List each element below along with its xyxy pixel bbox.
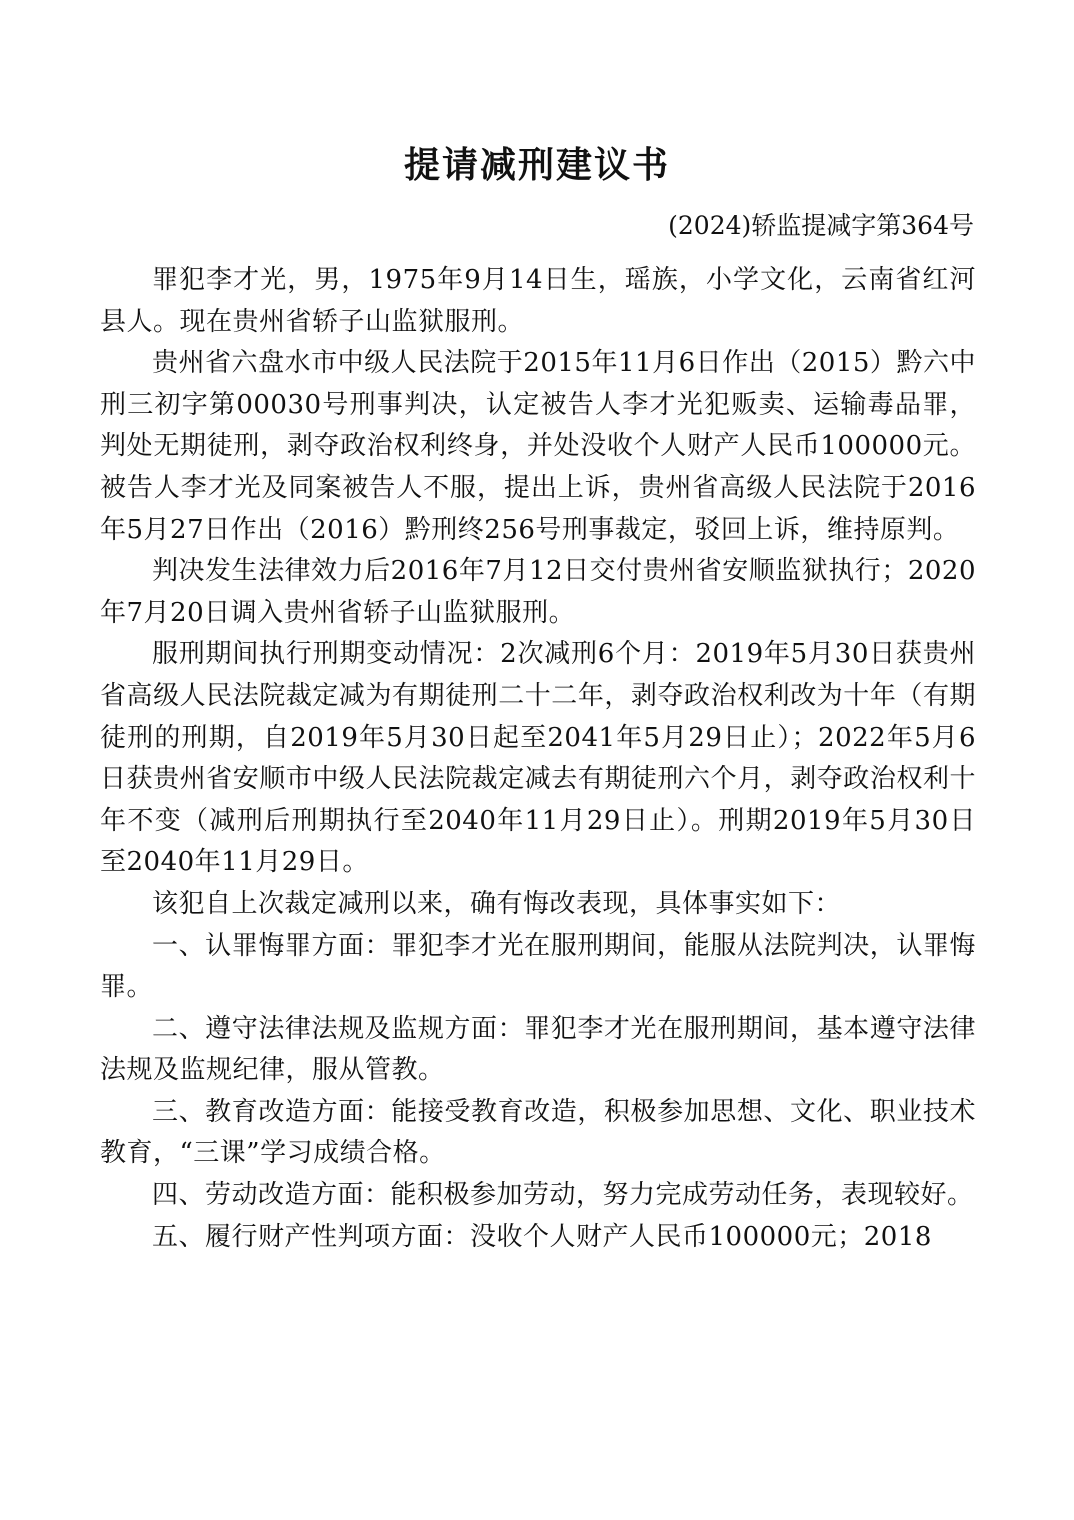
paragraph-original-judgment: 贵州省六盘水市中级人民法院于2015年11月6日作出（2015）黔六中刑三初字第00030号刑事判决，认定被告人李才光犯贩卖、运输毒品罪，判处无期徒刑，剥夺政治权利终身，并处没收个人财产人民币100000元。被告人李才光及同案被告人不服，提出上诉，贵州省高级人民法院于2016年5月27日作出（2016）黔刑终256号刑事裁定，驳回上诉，维持原判。 [100, 348, 976, 545]
document-number: (2024)轿监提减字第364号 [668, 211, 974, 240]
paragraph-education: 三、教育改造方面：能接受教育改造，积极参加思想、文化、职业技术教育，“三课”学习成绩合格。 [100, 1096, 976, 1169]
paragraph-sentence-changes: 服刑期间执行刑期变动情况：2次减刑6个月：2019年5月30日获贵州省高级人民法院裁定减为有期徒刑二十二年，剥夺政治权利改为十年（有期徒刑的刑期，自2019年5月30日起至2041年5月29日止）；2022年5月6日获贵州省安顺市中级人民法院裁定减去有期徒刑六个月，剥夺政治权利十年不变（减刑后刑期执行至2040年11月29日止）。刑期2019年5月30日至2040年11月29日。 [100, 639, 976, 878]
document-body [100, 260, 976, 1258]
paragraph-law-compliance: 二、遵守法律法规及监规方面：罪犯李才光在服刑期间，基本遵守法律法规及监规纪律，服从管教。 [100, 1013, 976, 1086]
paragraph-property-judgment: 五、履行财产性判项方面：没收个人财产人民币100000元；2018 [152, 1221, 932, 1252]
document-title: 提请减刑建议书 [403, 145, 670, 186]
paragraph-repentance: 一、认罪悔罪方面：罪犯李才光在服刑期间，能服从法院判决，认罪悔罪。 [100, 930, 976, 1003]
paragraph-labor: 四、劳动改造方面：能积极参加劳动，努力完成劳动任务，表现较好。 [152, 1180, 974, 1211]
paragraph-prisoner-info: 罪犯李才光，男，1975年9月14日生，瑶族，小学文化，云南省红河县人。现在贵州省轿子山监狱服刑。 [100, 265, 976, 337]
paragraph-execution-transfer: 判决发生法律效力后2016年7月12日交付贵州省安顺监狱执行；2020年7月20日调入贵州省轿子山监狱服刑。 [100, 556, 976, 628]
paragraph-facts-intro: 该犯自上次裁定减刑以来，确有悔改表现，具体事实如下： [152, 888, 842, 919]
